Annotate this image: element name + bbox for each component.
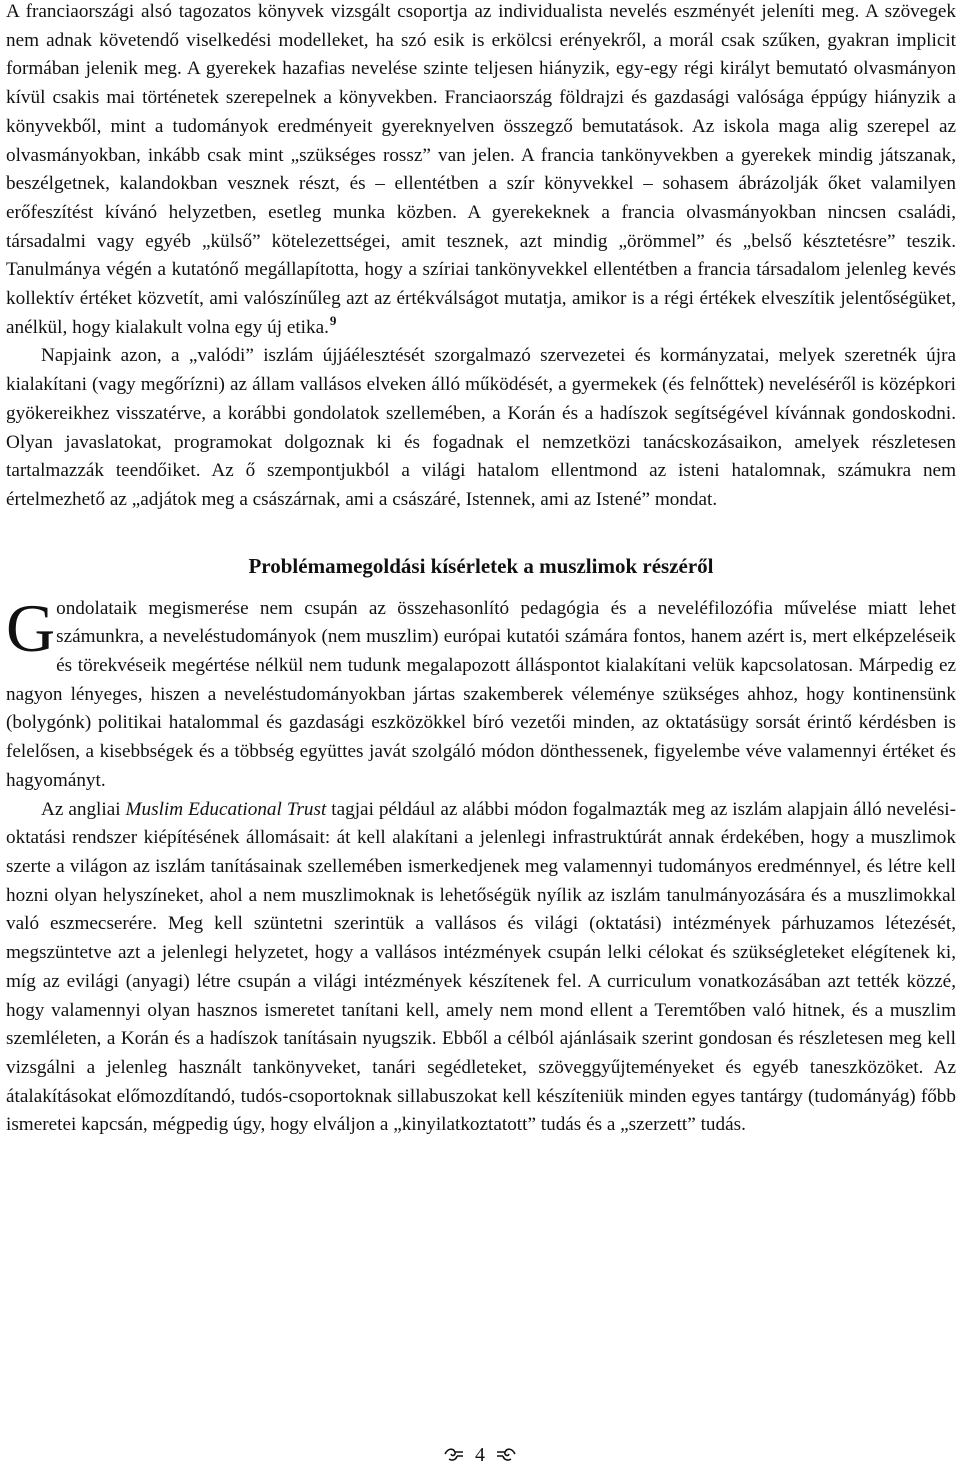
footnote-reference[interactable]: 9	[329, 313, 337, 329]
page-number: 4	[475, 1444, 485, 1466]
organization-name: Muslim Educational Trust	[125, 798, 327, 820]
drop-cap: G	[6, 589, 56, 666]
paragraph-3	[6, 589, 956, 796]
paragraph-3-text: ondolataik megismerése nem csupán az összehasonlító pedagógia és a neveléfilozófia művelése miatt lehet számunkra, a neveléstudományok (nem muszlim) európai kutatói számára fontos, hanem azért is, mert elképzeléseik és törekvéseik megértése nélkül nem tudunk megalapozott álláspontot kialakítani velük kapcsolatosan. Márpedig ez nagyon lényeges, hiszen a neveléstudományokban jártas szakemberek véleménye szükséges ahhoz, hogy kontinensünk (bolygónk) politikai hatalommal és gazdasági eszközökkel bíró vezetői minden, az oktatásügy sorsát érintő kérdésben is felelősen, a kisebbségek és a többség együttes javát szolgáló módon dönthessenek, figyelembe véve valamennyi értéket és hagyományt.	[6, 597, 956, 791]
section-heading: Problémamegoldási kísérletek a muszlimok részéről	[248, 553, 714, 578]
ornament-right-icon	[489, 1445, 517, 1466]
page-footer	[0, 1443, 960, 1468]
paragraph-4-text-end: tagjai például az alábbi módon fogalmazták meg az iszlám alapjain álló nevelési-oktatási rendszer kiépítésének állomásait: át kell alakítani a jelenlegi infrastruktúrát annak érdekében, hogy a muszlimok szerte a világon az iszlám tanításainak szellemében ismerkedjenek meg valamennyi tudományos eredménnyel, és létre kell hozni olyan helyszíneket, ahol a nem muszlimoknak is lehetőségük nyílik az iszlám tanulmányozására és a muszlimokkal való eszmecserére. Meg kell szüntetni szerintük a vallásos és világi (oktatási) intézmények párhuzamos létezését, megszüntetve azt a jelenlegi helyzetet, hogy a vallásos intézmények csupán lelki célokat és szükségleteket elégítenek ki, míg az evilági (anyagi) létre csupán a világi intézmények készítenek fel. A curriculum vonatkozásában azt tették közzé, hogy valamennyi olyan hasznos ismeretet tanítani kell, amely nem mond ellent a Teremtőben való hitnek, és a muszlim szemléleten, a Korán és a hadíszok tanításain nyugszik. Ebből a célból ajánlásaik szerint gondosan és részletesen meg kell vizsgálni a jelenleg használt tankönyveket, tanári segédleteket, szöveggyűjteményeket és egyéb taneszközöket. Az átalakításokat előmozdítandó, tudós-csoportoknak sillabuszokat kell készíteniük minden egyes tantárgy (tudományág) főbb ismeretei kapcsán, mégpedig úgy, hogy elváljon a „kinyilatkoztatott” tudás és a „szerzett” tudás.	[6, 798, 957, 1136]
paragraph-2: Napjaink azon, a „valódi” iszlám újjáélesztését szorgalmazó szervezetei és kormányzatai, melyek szeretnék újra kialakítani (vagy megőrízni) az állam vallásos elveken álló működését, a gyermekek (és felnőttek) neveléséről is középkori gyökereikhez visszatérve, a korábbi gondolatok szellemében, a Korán és a hadíszok segítségével kívánnak gondoskodni. Olyan javaslatokat, programokat dolgoznak ki és fogadnak el nemzetközi tanácskozásaikon, amelyek részletesen tartalmazzák teendőiket. Az ő szempontjukból a világi hatalom ellentmond az isteni hatalomnak, számukra nem értelmezhető az „adjátok meg a császárnak, ami a császáré, Istennek, ami az Istené” mondat.	[6, 345, 956, 510]
paragraph-4	[6, 796, 956, 1140]
document-page	[6, 0, 956, 1140]
paragraph-1	[6, 0, 956, 342]
ornament-left-icon	[443, 1445, 471, 1466]
paragraph-4-text-start: Az angliai	[41, 798, 126, 820]
paragraph-1-text: A franciaországi alsó tagozatos könyvek vizsgált csoportja az individualista nevelés eszményét jeleníti meg. A szövegek nem adnak követendő viselkedési modelleket, ha szó esik is erkölcsi erényekről, a morál csak szűken, gyakran implicit formában jelenik meg. A gyerekek hazafias nevelése szinte teljesen hiányzik, egy-egy régi királyt bemutató olvasmányon kívül csakis mai történetek szerepelnek a könyvekben. Franciaország földrajzi és gazdasági valósága éppúgy hiányzik a könyvekből, mint a tudományok eredményeit gyereknyelven összegző bemutatások. Az iskola maga alig szerepel az olvasmányokban, inkább csak mint „szükséges rossz” van jelen. A francia tankönyvekben a gyerekek mindig játszanak, beszélgetnek, kalandokban vesznek részt, és – ellentétben a szír könyvekkel – sohasem ábrázolják őket valamilyen erőfeszítést kívánó helyzetben, esetleg munka közben. A gyerekeknek a francia olvasmányokban nincsen családi, társadalmi vagy egyéb „külső” kötelezettségei, amit tesznek, azt mindig „örömmel” és „belső késztetésre” teszik. Tanulmánya végén a kutatónő megállapította, hogy a szíriai tankönyvekkel ellentétben a francia társadalom jelenleg kevés kollektív értéket közvetít, ami valószínűleg azt az értékválságot mutatja, amikor is a régi értékek elveszítik jelentőségüket, anélkül, hogy kialakult volna egy új etika.	[6, 1, 956, 338]
